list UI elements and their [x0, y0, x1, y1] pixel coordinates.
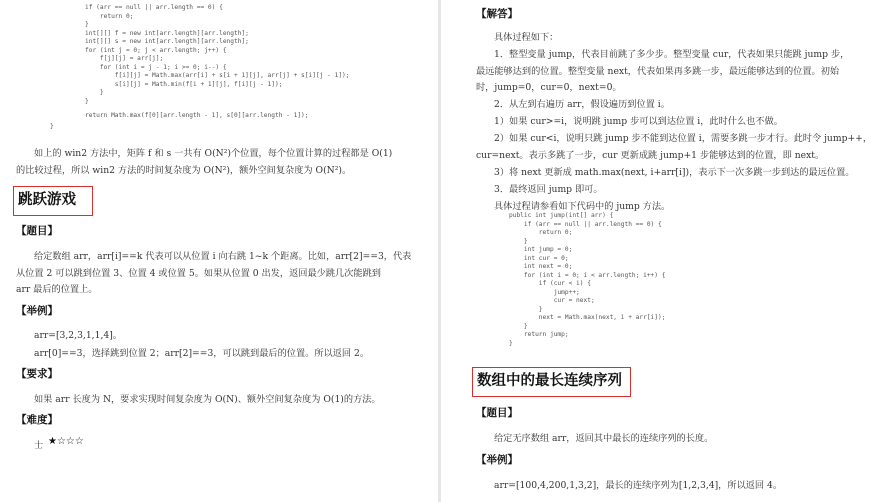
code-line: return jump; — [509, 331, 569, 338]
code-line: return Math.max(f[0][arr.length - 1], s[0][arr.length - 1]); — [85, 112, 309, 119]
body-paragraph: 给定数组 arr，arr[i]==k 代表可以从位置 i 向右跳 1~k 个距离。比如，arr[2]==3，代表 — [34, 251, 412, 262]
example-heading: 【举例】 — [476, 454, 518, 466]
body-paragraph: arr=[100,4,200,1,3,2]，最长的连续序列为[1,2,3,4]，所以返回 4。 — [494, 480, 783, 491]
code-line: } — [509, 305, 543, 313]
code-line: next = Math.max(next, i + arr[i]); — [509, 314, 666, 321]
code-line: if (arr == null || arr.length == 0) { — [85, 4, 223, 11]
body-paragraph: 具体过程如下： — [494, 32, 559, 43]
problem-heading: 【题目】 — [16, 225, 58, 237]
code-line: if (cur < i) { — [509, 280, 591, 287]
answer-heading: 【解答】 — [476, 8, 518, 20]
body-paragraph: 3）将 next 更新成 math.max(next, i+arr[i])，表示下一次多跳一步到达的最远位置。 — [494, 167, 855, 178]
example-heading: 【举例】 — [16, 305, 58, 317]
code-line: } — [509, 237, 528, 245]
code-line: f[i][j] = Math.max(arr[i] + s[i + 1][j], arr[j] + s[i][j - 1]); — [85, 72, 350, 79]
body-paragraph: 2．从左到右遍历 arr，假设遍历到位置 i。 — [494, 99, 670, 110]
code-line: f[j][j] = arr[j]; — [85, 55, 164, 62]
body-paragraph: 最远能够达到的位置。整型变量 next，代表如果再多跳一步，最远能够达到的位置。初始 — [476, 66, 840, 77]
body-paragraph: 从位置 2 可以跳到位置 3、位置 4 或位置 5。如果从位置 0 出发，返回最少跳几次能跳到 — [16, 268, 381, 279]
problem-heading: 【题目】 — [476, 407, 518, 419]
section-title: 数组中的最长连续序列 — [472, 367, 631, 397]
code-line: } — [85, 89, 104, 96]
code-line: int jump = 0; — [509, 246, 573, 253]
body-paragraph: 2）如果 cur<i，说明只跳 jump 步不能到达位置 i，需要多跳一步才行。此时令 jump++， — [494, 133, 873, 144]
body-paragraph: 给定无序数组 arr，返回其中最长的连续序列的长度。 — [494, 433, 714, 444]
code-line: jump++; — [509, 288, 580, 296]
code-line: for (int i = j - 1; i >= 0; i--) { — [85, 63, 227, 71]
right-page — [441, 0, 882, 502]
body-paragraph: 的比较过程，所以 win2 方法的时间复杂度为 O(N²)，额外空间复杂度为 O(N²)。 — [16, 165, 352, 176]
body-paragraph: 如上的 win2 方法中，矩阵 f 和 s 一共有 O(N²)个位置，每个位置计算的过程都是 O(1) — [34, 148, 393, 159]
body-paragraph: 1．整型变量 jump，代表目前跳了多少步。整型变量 cur，代表如果只能跳 jump 步， — [494, 49, 850, 60]
code-line: for (int i = 0; i < arr.length; i++) { — [509, 271, 666, 279]
code-line: int cur = 0; — [509, 254, 569, 262]
code-line: } — [85, 97, 89, 105]
code-line: int next = 0; — [509, 263, 573, 270]
section-title: 跳跃游戏 — [13, 186, 93, 216]
code-line: } — [85, 21, 89, 28]
body-paragraph: arr 最后的位置上。 — [16, 284, 98, 295]
body-paragraph: 具体过程请参看如下代码中的 jump 方法。 — [494, 201, 671, 212]
body-paragraph: 如果 arr 长度为 N，要求实现时间复杂度为 O(N)、额外空间复杂度为 O(1)的方法。 — [34, 394, 381, 405]
body-paragraph: 3．最终返回 jump 即可。 — [494, 184, 603, 195]
body-paragraph: arr[0]==3，选择跳到位置 2；arr[2]==3，可以跳到最后的位置。所以返回 2。 — [34, 348, 370, 359]
code-line: } — [509, 339, 513, 347]
code-line: int[][] s = new int[arr.length][arr.length]; — [85, 38, 249, 45]
body-paragraph: 时，jump=0，cur=0，next=0。 — [476, 82, 622, 93]
difficulty-heading: 【难度】 — [16, 414, 58, 426]
code-line: } — [50, 123, 54, 130]
requirement-heading: 【要求】 — [16, 368, 58, 380]
body-paragraph: 1）如果 cur>=i，说明跳 jump 步可以到达位置 i，此时什么也不做。 — [494, 116, 783, 127]
code-line: int[][] f = new int[arr.length][arr.length]; — [85, 29, 249, 37]
difficulty-stars: ★☆☆☆ — [48, 436, 84, 447]
code-line: public int jump(int[] arr) { — [509, 212, 614, 219]
code-line: for (int j = 0; j < arr.length; j++) { — [85, 46, 227, 54]
code-line: s[i][j] = Math.min(f[i + 1][j], f[i][j - 1]); — [85, 80, 283, 88]
difficulty-label: 士 — [34, 440, 44, 451]
code-line: return 0; — [509, 229, 573, 236]
code-line: cur = next; — [509, 297, 595, 304]
code-line: if (arr == null || arr.length == 0) { — [509, 220, 662, 228]
code-line: return 0; — [85, 12, 134, 20]
body-paragraph: cur=next。表示多跳了一步，cur 更新成跳 jump+1 步能够达到的位置，即 next。 — [476, 150, 825, 161]
code-line: } — [509, 322, 528, 330]
left-page — [0, 0, 438, 502]
body-paragraph: arr=[3,2,3,1,1,4]。 — [34, 330, 122, 341]
